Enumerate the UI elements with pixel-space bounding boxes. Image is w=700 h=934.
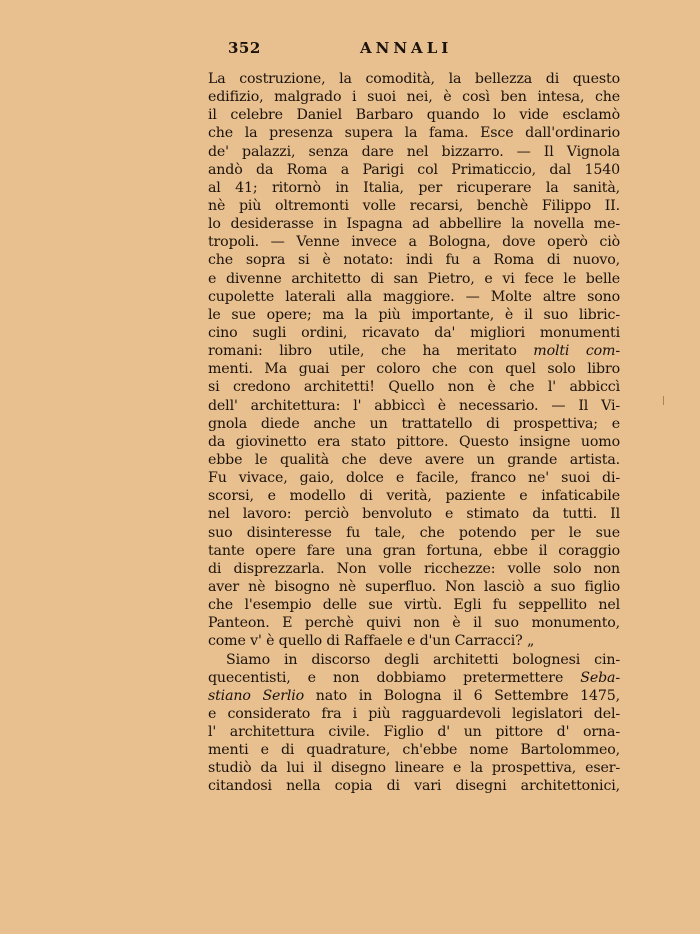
- text-line: di disprezzarla. Non volle ricchezze: volle solo non: [208, 560, 620, 577]
- text-line: che sopra si è notato: indi fu a Roma di nuovo,: [208, 252, 620, 269]
- text-line: citandosi nella copia di vari disegni architettonici,: [208, 778, 620, 795]
- text-line: ebbe le qualità che deve avere un grande artista.: [208, 451, 620, 468]
- text-line: romani: libro utile, che ha meritato molti com-: [208, 343, 621, 360]
- text-line: l' architettura civile. Figlio d' un pittore d' orna-: [208, 724, 620, 741]
- text-line: quecentisti, e non dobbiamo pretermettere Seba-: [208, 669, 620, 686]
- text-line: lo desiderasse in Ispagna ad abbellire la novella me-: [208, 216, 620, 233]
- text-line: il celebre Daniel Barbaro quando lo vide esclamò: [208, 107, 620, 124]
- body-text: [208, 70, 620, 796]
- text-line: Siamo in discorso degli architetti bolognesi cin-: [226, 651, 620, 668]
- text-line: come v' è quello di Raffaele e d'un Carracci? „: [208, 633, 535, 650]
- running-title: ANNALI: [360, 39, 453, 57]
- text-line: nel lavoro: perciò benvoluto e stimato da tutti. Il: [208, 506, 620, 523]
- text-line: Panteon. E perchè quivi non è il suo monumento,: [208, 615, 620, 632]
- text-line: menti. Ma guai per coloro che con quel solo libro: [208, 361, 620, 378]
- text-line: al 41; ritornò in Italia, per ricuperare la sanità,: [208, 179, 620, 196]
- text-line: andò da Roma a Parigi col Primaticcio, dal 1540: [208, 161, 620, 178]
- italic-phrase: Seba-: [580, 669, 620, 686]
- text-line: tropoli. — Venne invece a Bologna, dove operò ciò: [208, 234, 620, 251]
- text-line: suo disinteresse fu tale, che potendo per le sue: [208, 524, 620, 541]
- italic-phrase: stiano Serlio: [208, 687, 305, 704]
- text-line: gnola diede anche un trattatello di prospettiva; e: [208, 415, 620, 432]
- text-line: nè più oltremonti volle recarsi, benchè Filippo II.: [208, 197, 620, 214]
- italic-phrase: molti com-: [533, 343, 621, 360]
- text-line: edifizio, malgrado i suoi nei, è così ben intesa, che: [208, 89, 620, 106]
- text-line: cino sugli ordini, ricavato da' migliori monumenti: [208, 324, 620, 341]
- margin-mark: [663, 396, 664, 405]
- text-line: che la presenza supera la fama. Esce dall'ordinario: [208, 125, 620, 142]
- text-line: de' palazzi, senza dare nel bizzarro. — Il Vignola: [208, 143, 620, 160]
- text-line: scorsi, e modello di verità, paziente e infaticabile: [208, 488, 620, 505]
- text-line: che l'esempio delle sue virtù. Egli fu seppellito nel: [208, 597, 620, 614]
- running-head: [228, 38, 468, 58]
- text-line: La costruzione, la comodità, la bellezza di questo: [208, 71, 620, 87]
- text-line: aver nè bisogno nè superfluo. Non lasciò a suo figlio: [208, 578, 620, 595]
- page-number: 352: [228, 39, 261, 57]
- text-line: menti e di quadrature, ch'ebbe nome Bartolommeo,: [208, 742, 620, 759]
- text-line: da giovinetto era stato pittore. Questo insigne uomo: [208, 433, 620, 450]
- text-line: tante opere fare una gran fortuna, ebbe il coraggio: [208, 542, 620, 559]
- text-line: stiano Serlio nato in Bologna il 6 Settembre 1475,: [208, 687, 621, 704]
- text-line: Fu vivace, gaio, dolce e facile, franco ne' suoi di-: [208, 470, 620, 487]
- text-line: cupolette laterali alla maggiore. — Molte altre sono: [208, 288, 620, 305]
- text-line: dell' architettura: l' abbiccì è necessario. — Il Vi-: [208, 397, 620, 414]
- text-line: le sue opere; ma la più importante, è il suo libric-: [208, 306, 620, 323]
- text-line: si credono architetti! Quello non è che l' abbiccì: [208, 379, 620, 396]
- text-line: e considerato fra i più ragguardevoli legislatori del-: [208, 705, 620, 722]
- text-line: e divenne architetto di san Pietro, e vi fece le belle: [208, 270, 620, 287]
- text-line: studiò da lui il disegno lineare e la prospettiva, eser-: [208, 760, 620, 777]
